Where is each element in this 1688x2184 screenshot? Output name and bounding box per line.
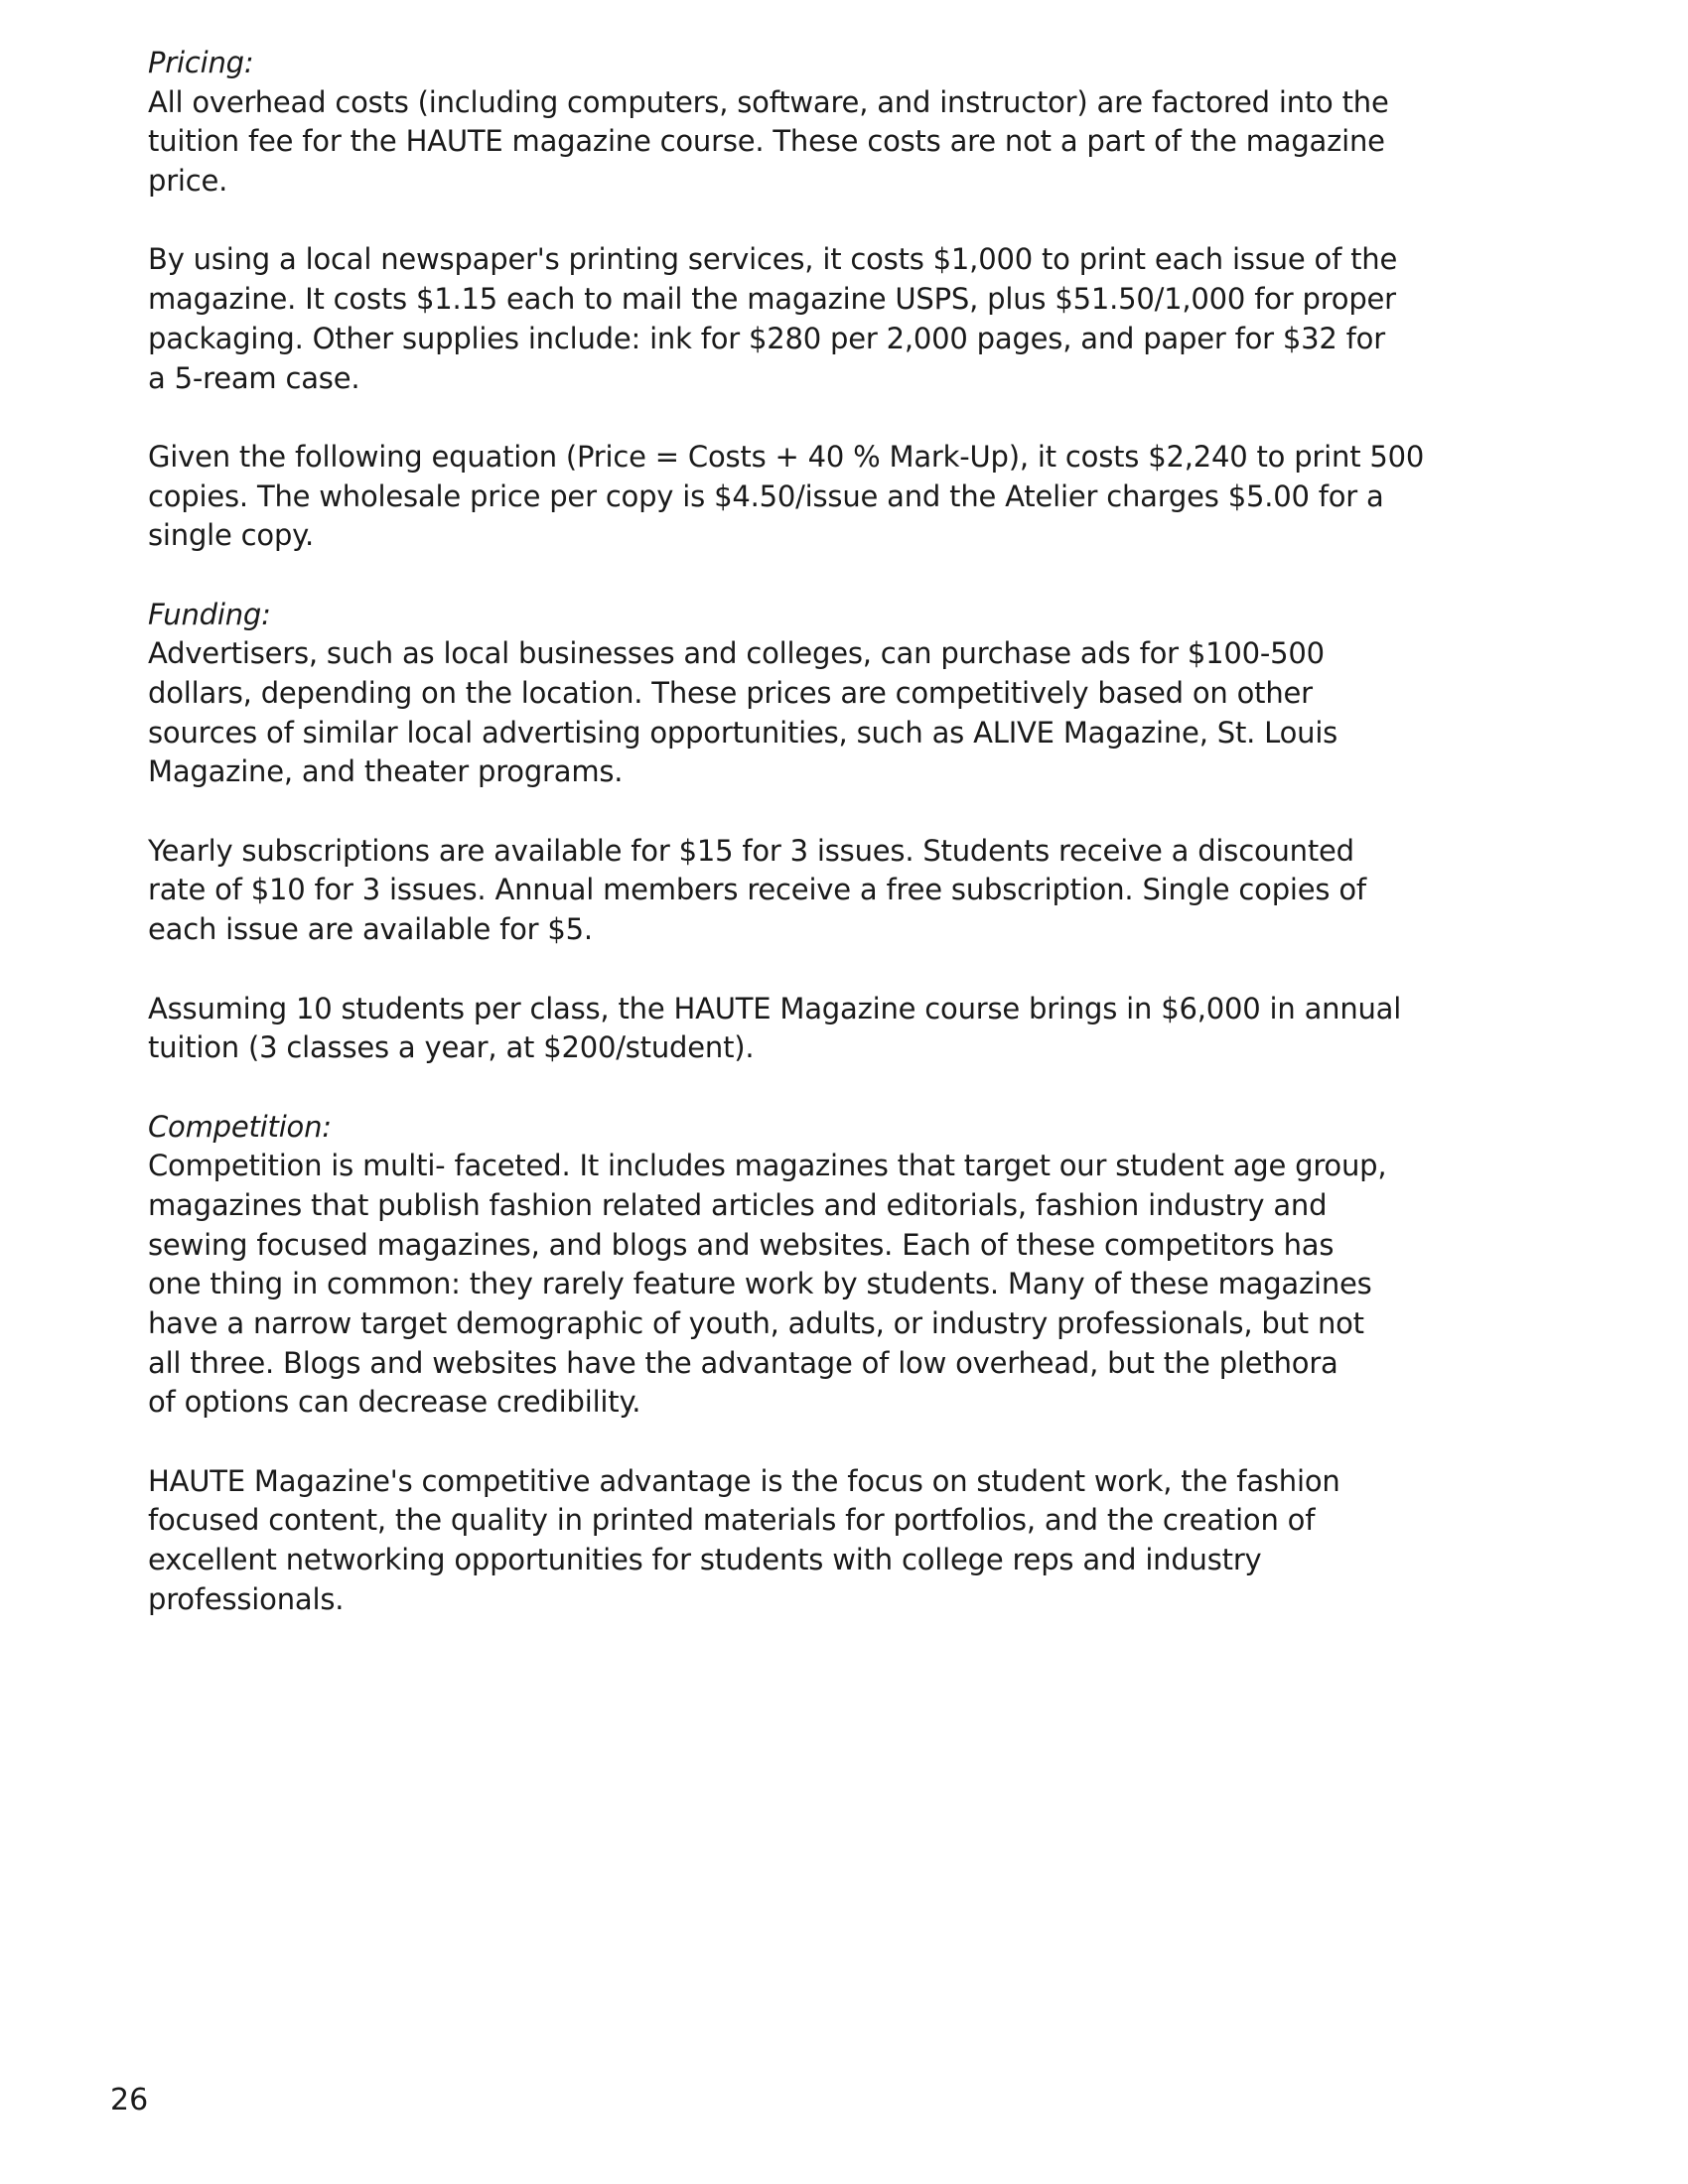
text-line: By using a local newspaper's printing services, it costs $1,000 to print each issue of the <box>148 242 1398 277</box>
text-line: Given the following equation (Price = Costs + 40 % Mark-Up), it costs $2,240 to print 500 <box>148 439 1425 474</box>
section-heading: Funding: <box>148 597 271 631</box>
text-line: Competition is multi- faceted. It includes magazines that target our student age group, <box>148 1149 1387 1183</box>
document-body <box>148 44 1424 1659</box>
text-line: focused content, the quality in printed materials for portfolios, and the creation of <box>148 1503 1316 1538</box>
paragraph <box>148 438 1424 556</box>
text-line: price. <box>148 164 228 199</box>
text-line: tuition fee for the HAUTE magazine course. These costs are not a part of the magazine <box>148 124 1385 159</box>
paragraph <box>148 832 1424 950</box>
text-line: single copy. <box>148 518 315 553</box>
text-line: Magazine, and theater programs. <box>148 754 624 789</box>
section-funding <box>148 596 1424 792</box>
text-line: HAUTE Magazine's competitive advantage is the focus on student work, the fashion <box>148 1463 1340 1498</box>
text-line: all three. Blogs and websites have the advantage of low overhead, but the plethora <box>148 1345 1338 1380</box>
text-line: a 5-ream case. <box>148 360 360 395</box>
text-line: All overhead costs (including computers, software, and instructor) are factored into the <box>148 84 1389 119</box>
section-pricing <box>148 44 1424 202</box>
text-line: Advertisers, such as local businesses and colleges, can purchase ads for $100-500 <box>148 636 1325 671</box>
text-line: Assuming 10 students per class, the HAUTE Magazine course brings in $6,000 in annual <box>148 991 1402 1025</box>
text-line: copies. The wholesale price per copy is $4.50/issue and the Atelier charges $5.00 for a <box>148 478 1384 513</box>
section-heading: Competition: <box>148 1109 332 1144</box>
text-line: Yearly subscriptions are available for $15 for 3 issues. Students receive a discounted <box>148 833 1354 868</box>
text-line: one thing in common: they rarely feature work by students. Many of these magazines <box>148 1267 1372 1301</box>
text-line: have a narrow target demographic of youth, adults, or industry professionals, but not <box>148 1306 1364 1340</box>
text-line: sources of similar local advertising opportunities, such as ALIVE Magazine, St. Louis <box>148 715 1338 750</box>
text-line: rate of $10 for 3 issues. Annual members receive a free subscription. Single copies of <box>148 873 1366 907</box>
section-competition <box>148 1108 1424 1424</box>
text-line: of options can decrease credibility. <box>148 1385 641 1420</box>
text-line: packaging. Other supplies include: ink for $280 per 2,000 pages, and paper for $32 for <box>148 321 1385 355</box>
text-line: dollars, depending on the location. These prices are competitively based on other <box>148 676 1313 710</box>
text-line: each issue are available for $5. <box>148 912 593 947</box>
text-line: excellent networking opportunities for students with college reps and industry <box>148 1543 1262 1577</box>
section-heading: Pricing: <box>148 46 254 79</box>
text-line: magazine. It costs $1.15 each to mail the magazine USPS, plus $51.50/1,000 for proper <box>148 282 1396 317</box>
page-number: 26 <box>110 2083 149 2117</box>
text-line: professionals. <box>148 1581 345 1616</box>
paragraph <box>148 240 1424 398</box>
text-line: sewing focused magazines, and blogs and websites. Each of these competitors has <box>148 1227 1335 1262</box>
paragraph <box>148 990 1424 1068</box>
text-line: magazines that publish fashion related articles and editorials, fashion industry and <box>148 1187 1328 1222</box>
text-line: tuition (3 classes a year, at $200/student). <box>148 1030 755 1065</box>
paragraph <box>148 1462 1424 1620</box>
